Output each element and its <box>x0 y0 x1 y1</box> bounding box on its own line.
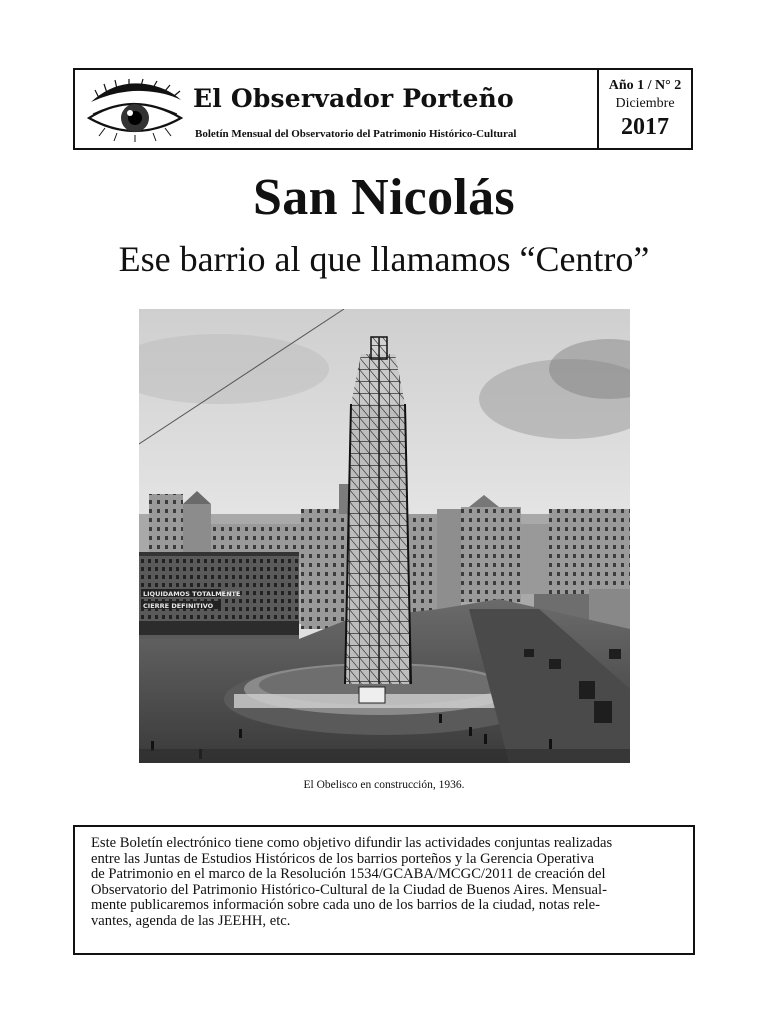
intro-line: Este Boletín electrónico tiene como objetivo difundir las actividades conjuntas realizadas <box>91 835 613 851</box>
issue-month: Diciembre <box>615 96 675 111</box>
intro-line: Observatorio del Patrimonio Histórico-Cultural de la Ciudad de Buenos Aires. Mensual- <box>91 881 607 898</box>
eye-logo-icon <box>85 78 185 142</box>
publication-subtitle: Boletín Mensual del Observatorio del Patrimonio Histórico-Cultural <box>195 128 517 140</box>
issue-box <box>597 70 691 148</box>
intro-text <box>91 836 677 930</box>
obelisk-construction-photo <box>139 309 630 763</box>
issue-number: Año 1 / N° 2 <box>608 78 682 93</box>
page-title: San Nicolás <box>253 169 515 226</box>
photo-caption: El Obelisco en construcción, 1936. <box>303 779 465 791</box>
photo-sign-text-1: LIQUIDAMOS TOTALMENTE <box>143 590 241 598</box>
masthead <box>73 68 693 150</box>
intro-line: mente publicaremos información sobre cada uno de los barrios de la ciudad, notas rele- <box>91 897 600 914</box>
publication-title: El Observador Porteño <box>193 84 514 113</box>
issue-year: 2017 <box>621 114 669 140</box>
title-area <box>193 70 595 148</box>
photo-sign-text-2: CIERRE DEFINITIVO <box>143 602 214 610</box>
obelisk-photo <box>139 309 630 763</box>
intro-box <box>73 825 695 955</box>
intro-line: entre las Juntas de Estudios Históricos de los barrios porteños y la Gerencia Operativa <box>91 850 594 867</box>
page-subtitle: Ese barrio al que llamamos “Centro” <box>118 239 650 279</box>
intro-line: vantes, agenda de las JEEHH, etc. <box>91 912 291 929</box>
intro-line: de Patrimonio en el marco de la Resolución 1534/GCABA/MCGC/2011 de creación del <box>91 866 606 883</box>
